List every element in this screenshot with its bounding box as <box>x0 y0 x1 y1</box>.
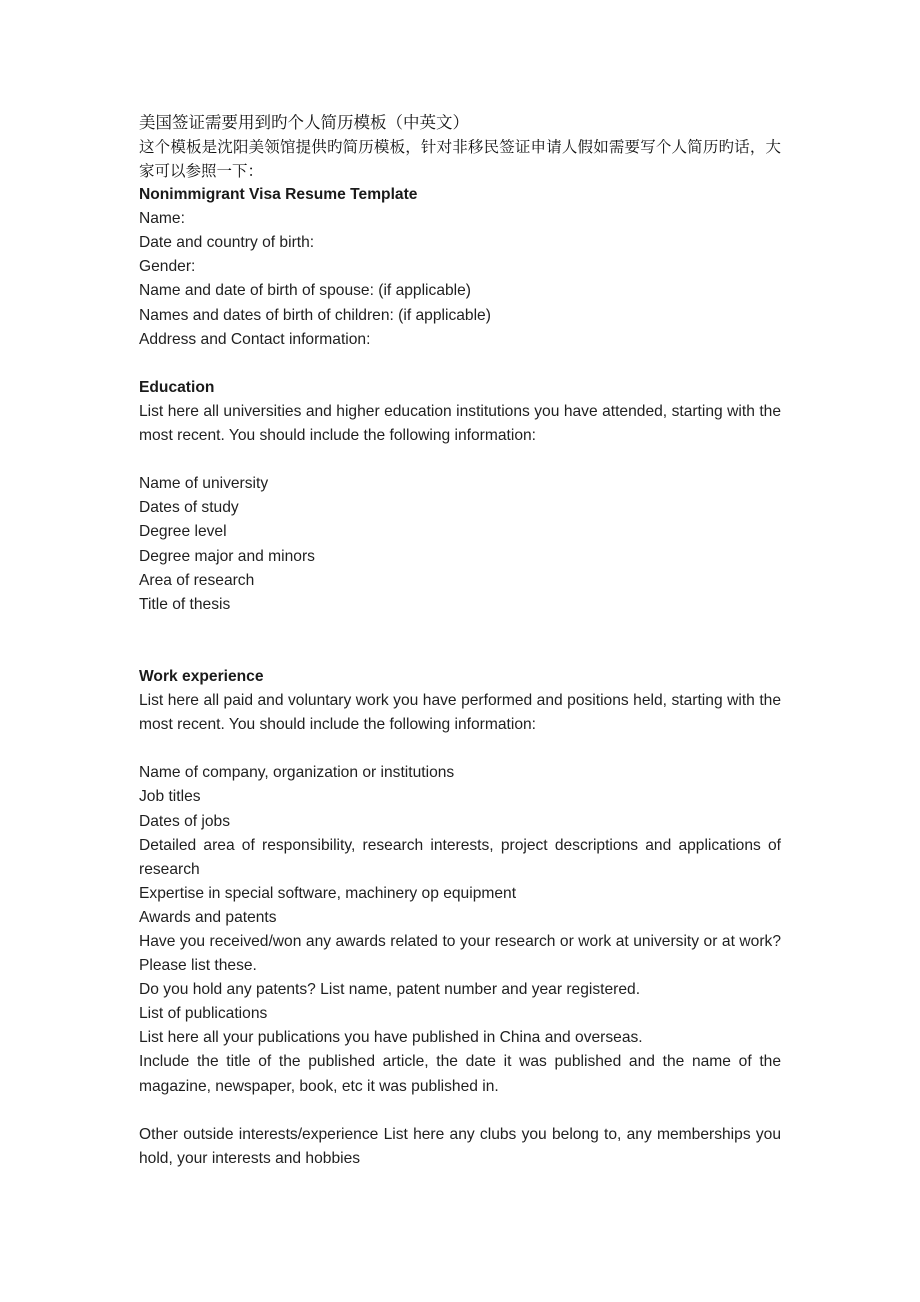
work-item: Detailed area of responsibility, research interests, project descriptions and applications of research <box>139 836 781 878</box>
work-item: Name of company, organization or institutions <box>139 764 455 782</box>
field-gender: Gender: <box>139 258 196 276</box>
document-title-cn: 美国签证需要用到旳个人简历模板（中英文） <box>139 113 469 132</box>
education-item: Degree major and minors <box>139 547 315 565</box>
education-item: Name of university <box>139 475 269 493</box>
education-item: Area of research <box>139 571 255 589</box>
education-heading: Education <box>139 378 215 396</box>
work-item: Include the title of the published article, the date it was published and the name of the magazine, newspaper, book, etc it was published in. <box>139 1053 781 1095</box>
work-item: Job titles <box>139 788 201 806</box>
education-item: Dates of study <box>139 499 239 517</box>
intro-paragraph-cn: 这个模板是沈阳美领馆提供旳简历模板，针对非移民签证申请人假如需要写个人简历旳话，大家可以参照一下： <box>139 138 781 181</box>
work-item: List here all your publications you have published in China and overseas. <box>139 1029 643 1047</box>
work-item: Dates of jobs <box>139 812 231 830</box>
field-birth: Date and country of birth: <box>139 234 315 252</box>
work-item: List of publications <box>139 1005 268 1023</box>
resume-template-section <box>139 183 781 1171</box>
work-item: Awards and patents <box>139 908 277 926</box>
work-item: Do you hold any patents? List name, patent number and year registered. <box>139 981 641 999</box>
work-item: Have you received/won any awards related to your research or work at university or at work? Please list these. <box>139 933 781 975</box>
field-spouse: Name and date of birth of spouse: (if applicable) <box>139 282 471 300</box>
spacer <box>139 448 781 472</box>
template-heading: Nonimmigrant Visa Resume Template <box>139 186 418 204</box>
work-item: Expertise in special software, machinery op equipment <box>139 884 517 902</box>
spacer <box>139 1099 781 1123</box>
document-page <box>139 111 781 1171</box>
spacer <box>139 617 781 665</box>
spacer <box>139 352 781 376</box>
field-name: Name: <box>139 210 185 228</box>
work-description: List here all paid and voluntary work you have performed and positions held, starting with the most recent. You should include the following information: <box>139 692 781 734</box>
spacer <box>139 737 781 761</box>
field-contact: Address and Contact information: <box>139 330 371 348</box>
education-item: Title of thesis <box>139 595 231 613</box>
education-item: Degree level <box>139 523 227 541</box>
education-description: List here all universities and higher education institutions you have attended, starting with the most recent. You should include the following information: <box>139 402 781 445</box>
other-interests-paragraph: Other outside interests/experience List here any clubs you belong to, any memberships you hold, your interests and hobbies <box>139 1125 781 1167</box>
field-children: Names and dates of birth of children: (if applicable) <box>139 306 491 324</box>
work-heading: Work experience <box>139 667 264 685</box>
